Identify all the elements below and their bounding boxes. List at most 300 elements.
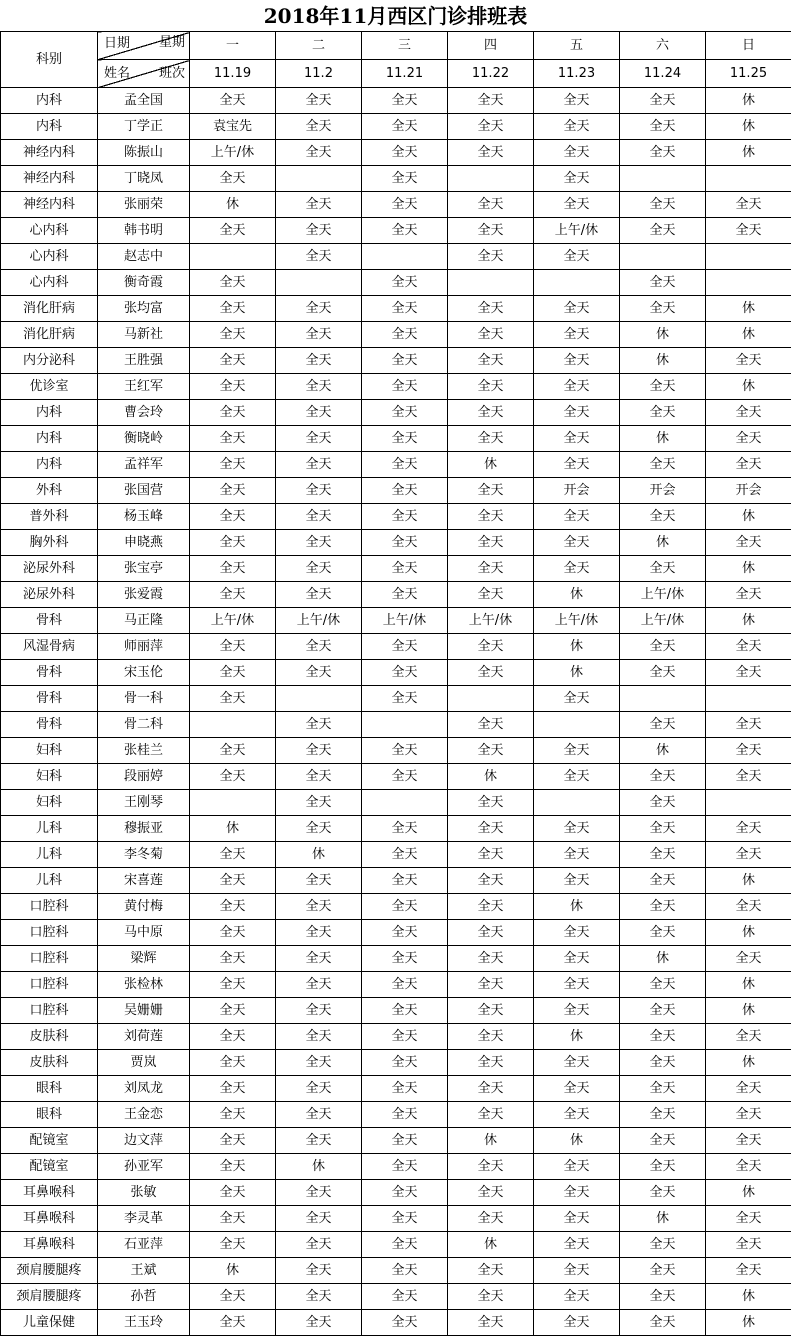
shift-cell: 全天	[190, 426, 276, 452]
table-row	[1, 790, 791, 816]
shift-cell: 全天	[276, 400, 362, 426]
shift-cell: 全天	[448, 296, 534, 322]
shift-cell: 全天	[706, 400, 791, 426]
shift-cell: 全天	[190, 270, 276, 296]
shift-cell: 全天	[276, 1310, 362, 1336]
shift-cell: 全天	[190, 1180, 276, 1206]
shift-cell: 全天	[534, 348, 620, 374]
table-row	[1, 1128, 791, 1154]
shift-cell: 全天	[534, 1102, 620, 1128]
table-row	[1, 452, 791, 478]
doctor-name-cell: 张国营	[98, 478, 190, 504]
date-label: 日期	[104, 36, 131, 51]
shift-cell: 全天	[190, 1128, 276, 1154]
shift-cell: 全天	[620, 712, 706, 738]
shift-cell: 全天	[362, 686, 448, 712]
dept-cell: 皮肤科	[1, 1024, 98, 1050]
doctor-name-cell: 韩书明	[98, 218, 190, 244]
shift-cell	[706, 244, 791, 270]
table-row	[1, 660, 791, 686]
shift-cell: 全天	[362, 1206, 448, 1232]
shift-cell: 全天	[190, 1024, 276, 1050]
shift-cell: 上午/休	[362, 608, 448, 634]
week-label: 星期	[158, 35, 185, 50]
shift-cell: 全天	[620, 790, 706, 816]
weekday-header: 一	[190, 32, 276, 60]
shift-cell: 全天	[620, 1050, 706, 1076]
shift-cell: 全天	[620, 452, 706, 478]
dept-cell: 神经内科	[1, 140, 98, 166]
shift-cell: 全天	[190, 1206, 276, 1232]
shift-cell: 全天	[276, 920, 362, 946]
shift-cell: 休	[706, 1310, 791, 1336]
shift-cell: 全天	[362, 1128, 448, 1154]
shift-cell: 全天	[448, 140, 534, 166]
shift-cell: 上午/休	[448, 608, 534, 634]
shift-cell: 全天	[448, 582, 534, 608]
shift-cell: 全天	[276, 634, 362, 660]
shift-cell: 休	[706, 296, 791, 322]
shift-cell: 全天	[448, 842, 534, 868]
shift-cell: 全天	[276, 114, 362, 140]
shift-cell: 全天	[276, 894, 362, 920]
shift-cell: 全天	[534, 114, 620, 140]
doctor-name-cell: 张敏	[98, 1180, 190, 1206]
shift-cell: 全天	[362, 1076, 448, 1102]
weekday-header: 六	[620, 32, 706, 60]
shift-cell: 全天	[448, 1310, 534, 1336]
weekday-header: 日	[706, 32, 791, 60]
shift-cell: 全天	[276, 478, 362, 504]
shift-cell: 全天	[362, 868, 448, 894]
shift-cell	[706, 270, 791, 296]
doctor-name-cell: 孟祥军	[98, 452, 190, 478]
shift-cell: 全天	[448, 660, 534, 686]
shift-cell: 全天	[276, 738, 362, 764]
dept-cell: 骨科	[1, 608, 98, 634]
shift-cell	[448, 270, 534, 296]
shift-cell: 全天	[620, 998, 706, 1024]
shift-cell: 全天	[362, 452, 448, 478]
doctor-name-cell: 丁学正	[98, 114, 190, 140]
shift-cell: 全天	[448, 426, 534, 452]
table-row	[1, 894, 791, 920]
shift-cell: 全天	[448, 374, 534, 400]
shift-cell	[362, 790, 448, 816]
table-row	[1, 634, 791, 660]
shift-cell: 全天	[534, 192, 620, 218]
dept-cell: 颈肩腰腿疼	[1, 1258, 98, 1284]
shift-cell: 开会	[620, 478, 706, 504]
shift-cell: 全天	[706, 1206, 791, 1232]
shift-cell: 全天	[448, 192, 534, 218]
shift-cell: 全天	[362, 1232, 448, 1258]
doctor-name-cell: 张丽荣	[98, 192, 190, 218]
shift-cell: 休	[706, 1050, 791, 1076]
dept-cell: 配镜室	[1, 1154, 98, 1180]
table-row	[1, 1154, 791, 1180]
table-row	[1, 1102, 791, 1128]
shift-cell: 全天	[276, 244, 362, 270]
shift-cell: 全天	[620, 1232, 706, 1258]
shift-cell: 全天	[448, 218, 534, 244]
shift-cell: 全天	[706, 192, 791, 218]
shift-cell: 全天	[448, 244, 534, 270]
shift-cell: 全天	[448, 1180, 534, 1206]
shift-cell: 全天	[190, 1284, 276, 1310]
shift-cell: 全天	[276, 1024, 362, 1050]
dept-cell: 口腔科	[1, 894, 98, 920]
shift-cell	[190, 790, 276, 816]
shift-cell: 全天	[276, 1076, 362, 1102]
shift-cell: 全天	[620, 868, 706, 894]
shift-cell: 全天	[448, 1206, 534, 1232]
table-row	[1, 270, 791, 296]
shift-label: 班次	[158, 66, 185, 81]
dept-cell: 神经内科	[1, 166, 98, 192]
doctor-name-cell: 孙亚军	[98, 1154, 190, 1180]
shift-cell: 全天	[190, 868, 276, 894]
shift-cell: 全天	[190, 218, 276, 244]
shift-cell: 休	[448, 452, 534, 478]
shift-cell: 全天	[448, 712, 534, 738]
shift-cell: 全天	[620, 504, 706, 530]
dept-cell: 配镜室	[1, 1128, 98, 1154]
shift-cell: 全天	[706, 452, 791, 478]
weekday-header: 四	[448, 32, 534, 60]
doctor-name-cell: 宋喜莲	[98, 868, 190, 894]
doctor-name-cell: 陈振山	[98, 140, 190, 166]
shift-cell: 休	[706, 868, 791, 894]
shift-cell: 全天	[448, 738, 534, 764]
doctor-name-cell: 王金恋	[98, 1102, 190, 1128]
shift-cell: 全天	[620, 114, 706, 140]
shift-cell: 全天	[534, 374, 620, 400]
shift-cell: 全天	[190, 88, 276, 114]
doctor-name-cell: 黄付梅	[98, 894, 190, 920]
shift-cell	[276, 270, 362, 296]
shift-cell: 全天	[362, 556, 448, 582]
shift-cell: 全天	[276, 348, 362, 374]
shift-cell: 休	[448, 1128, 534, 1154]
shift-cell: 全天	[448, 400, 534, 426]
table-row	[1, 1232, 791, 1258]
shift-cell: 全天	[448, 1050, 534, 1076]
date-header: 11.22	[448, 60, 534, 88]
shift-cell: 上午/休	[534, 608, 620, 634]
dept-cell: 消化肝病	[1, 322, 98, 348]
shift-cell: 全天	[534, 244, 620, 270]
shift-cell: 休	[706, 140, 791, 166]
doctor-name-cell: 王刚琴	[98, 790, 190, 816]
shift-cell: 全天	[706, 1024, 791, 1050]
shift-cell: 全天	[362, 1154, 448, 1180]
shift-cell: 全天	[190, 686, 276, 712]
shift-cell: 全天	[706, 1232, 791, 1258]
doctor-name-cell: 王胜强	[98, 348, 190, 374]
dept-cell: 骨科	[1, 660, 98, 686]
shift-cell	[534, 712, 620, 738]
table-row	[1, 972, 791, 998]
doctor-name-cell: 刘凤龙	[98, 1076, 190, 1102]
shift-cell: 全天	[190, 322, 276, 348]
shift-cell: 休	[706, 556, 791, 582]
dept-cell: 口腔科	[1, 920, 98, 946]
shift-cell: 全天	[706, 816, 791, 842]
dept-header: 科别	[1, 32, 98, 88]
table-row	[1, 920, 791, 946]
dept-cell: 口腔科	[1, 998, 98, 1024]
shift-cell: 全天	[448, 868, 534, 894]
shift-cell: 上午/休	[190, 140, 276, 166]
table-row	[1, 530, 791, 556]
shift-cell: 全天	[620, 920, 706, 946]
dept-cell: 儿科	[1, 842, 98, 868]
shift-cell: 全天	[362, 322, 448, 348]
shift-cell: 全天	[620, 140, 706, 166]
table-row	[1, 348, 791, 374]
shift-cell: 全天	[362, 1180, 448, 1206]
shift-cell	[620, 686, 706, 712]
shift-cell: 全天	[534, 1180, 620, 1206]
doctor-name-cell: 杨玉峰	[98, 504, 190, 530]
shift-cell	[276, 166, 362, 192]
shift-cell: 全天	[448, 920, 534, 946]
shift-cell: 全天	[534, 140, 620, 166]
shift-cell: 全天	[276, 660, 362, 686]
shift-cell: 全天	[534, 1050, 620, 1076]
table-row	[1, 608, 791, 634]
table-row	[1, 1258, 791, 1284]
table-row	[1, 868, 791, 894]
shift-cell: 上午/休	[534, 218, 620, 244]
dept-cell: 泌尿外科	[1, 556, 98, 582]
shift-cell: 全天	[534, 1310, 620, 1336]
shift-cell: 全天	[362, 764, 448, 790]
shift-cell: 全天	[620, 1154, 706, 1180]
doctor-name-cell: 骨一科	[98, 686, 190, 712]
shift-cell: 休	[534, 582, 620, 608]
date-header: 11.23	[534, 60, 620, 88]
shift-cell: 全天	[190, 1076, 276, 1102]
shift-cell: 上午/休	[620, 582, 706, 608]
shift-cell: 休	[620, 1206, 706, 1232]
shift-cell: 休	[706, 322, 791, 348]
shift-cell: 休	[448, 764, 534, 790]
shift-cell: 全天	[276, 1102, 362, 1128]
shift-cell: 全天	[620, 1128, 706, 1154]
shift-cell: 全天	[706, 894, 791, 920]
doctor-name-cell: 张爱霞	[98, 582, 190, 608]
shift-cell: 全天	[534, 816, 620, 842]
doctor-name-cell: 李冬菊	[98, 842, 190, 868]
shift-cell: 全天	[448, 946, 534, 972]
shift-cell: 休	[706, 998, 791, 1024]
shift-cell: 全天	[534, 1284, 620, 1310]
shift-cell: 休	[534, 634, 620, 660]
table-row	[1, 140, 791, 166]
shift-cell: 全天	[448, 816, 534, 842]
shift-cell: 全天	[620, 842, 706, 868]
dept-cell: 眼科	[1, 1076, 98, 1102]
dept-cell: 优诊室	[1, 374, 98, 400]
shift-cell: 全天	[534, 764, 620, 790]
shift-cell: 全天	[362, 816, 448, 842]
shift-cell: 全天	[362, 634, 448, 660]
shift-cell: 全天	[276, 946, 362, 972]
shift-cell: 全天	[706, 218, 791, 244]
shift-cell: 全天	[534, 738, 620, 764]
shift-cell: 全天	[362, 920, 448, 946]
dept-cell: 心内科	[1, 270, 98, 296]
table-row	[1, 842, 791, 868]
header-row-weekdays	[1, 32, 791, 60]
shift-cell: 全天	[706, 1128, 791, 1154]
shift-cell: 全天	[534, 504, 620, 530]
dept-cell: 妇科	[1, 764, 98, 790]
shift-cell: 全天	[362, 166, 448, 192]
table-row	[1, 1024, 791, 1050]
shift-cell	[620, 244, 706, 270]
doctor-name-cell: 贾岚	[98, 1050, 190, 1076]
dept-cell: 内科	[1, 426, 98, 452]
table-row	[1, 738, 791, 764]
shift-cell: 全天	[276, 790, 362, 816]
dept-cell: 泌尿外科	[1, 582, 98, 608]
shift-cell: 全天	[276, 218, 362, 244]
shift-cell: 全天	[448, 1102, 534, 1128]
doctor-name-cell: 张检林	[98, 972, 190, 998]
shift-cell: 全天	[706, 426, 791, 452]
doctor-name-cell: 孟全国	[98, 88, 190, 114]
shift-cell: 全天	[448, 998, 534, 1024]
shift-cell: 全天	[706, 946, 791, 972]
table-row	[1, 504, 791, 530]
doctor-name-cell: 穆振亚	[98, 816, 190, 842]
shift-cell: 全天	[706, 1076, 791, 1102]
dept-cell: 内科	[1, 452, 98, 478]
doctor-name-cell: 石亚萍	[98, 1232, 190, 1258]
doctor-name-cell: 张宝亭	[98, 556, 190, 582]
shift-cell: 全天	[534, 1076, 620, 1102]
shift-cell: 休	[190, 1258, 276, 1284]
shift-cell	[362, 244, 448, 270]
shift-cell: 全天	[362, 348, 448, 374]
doctor-name-cell: 段丽婷	[98, 764, 190, 790]
shift-cell: 全天	[706, 348, 791, 374]
shift-cell: 全天	[362, 998, 448, 1024]
shift-cell: 全天	[534, 322, 620, 348]
shift-cell: 全天	[448, 556, 534, 582]
shift-cell: 全天	[190, 582, 276, 608]
table-row	[1, 374, 791, 400]
shift-cell: 休	[620, 530, 706, 556]
dept-cell: 内科	[1, 400, 98, 426]
shift-cell: 全天	[362, 582, 448, 608]
table-row	[1, 1050, 791, 1076]
shift-cell: 全天	[534, 686, 620, 712]
shift-cell: 全天	[362, 478, 448, 504]
shift-cell: 全天	[706, 712, 791, 738]
shift-cell: 全天	[276, 1206, 362, 1232]
shift-cell: 全天	[362, 374, 448, 400]
header-row-dates	[1, 60, 791, 88]
shift-cell: 全天	[276, 712, 362, 738]
shift-cell: 全天	[620, 296, 706, 322]
shift-cell: 全天	[620, 374, 706, 400]
shift-cell: 全天	[362, 140, 448, 166]
shift-cell: 全天	[448, 1154, 534, 1180]
shift-cell: 全天	[706, 1258, 791, 1284]
shift-cell: 休	[534, 1024, 620, 1050]
dept-cell: 外科	[1, 478, 98, 504]
shift-cell: 全天	[190, 998, 276, 1024]
shift-cell: 全天	[362, 1024, 448, 1050]
shift-cell: 全天	[706, 1102, 791, 1128]
table-row	[1, 426, 791, 452]
shift-cell: 全天	[190, 894, 276, 920]
shift-cell: 全天	[620, 556, 706, 582]
dept-cell: 皮肤科	[1, 1050, 98, 1076]
table-row	[1, 166, 791, 192]
shift-cell: 全天	[706, 582, 791, 608]
shift-cell: 全天	[276, 868, 362, 894]
shift-cell: 休	[706, 88, 791, 114]
table-row	[1, 998, 791, 1024]
shift-cell: 全天	[448, 972, 534, 998]
shift-cell: 休	[620, 322, 706, 348]
dept-cell: 内分泌科	[1, 348, 98, 374]
doctor-name-cell: 宋玉伦	[98, 660, 190, 686]
shift-cell	[190, 712, 276, 738]
shift-cell: 全天	[190, 972, 276, 998]
doctor-name-cell: 王红军	[98, 374, 190, 400]
shift-cell	[534, 790, 620, 816]
shift-cell: 全天	[620, 1076, 706, 1102]
shift-cell: 全天	[448, 504, 534, 530]
shift-cell: 全天	[362, 946, 448, 972]
doctor-name-cell: 师丽萍	[98, 634, 190, 660]
shift-cell: 开会	[706, 478, 791, 504]
table-row	[1, 322, 791, 348]
shift-cell: 全天	[534, 868, 620, 894]
dept-cell: 颈肩腰腿疼	[1, 1284, 98, 1310]
shift-cell: 全天	[276, 816, 362, 842]
shift-cell	[534, 270, 620, 296]
shift-cell: 全天	[276, 426, 362, 452]
shift-cell: 全天	[276, 998, 362, 1024]
shift-cell: 全天	[448, 1024, 534, 1050]
shift-cell: 全天	[190, 1232, 276, 1258]
shift-cell: 全天	[448, 894, 534, 920]
table-row	[1, 582, 791, 608]
shift-cell: 全天	[706, 842, 791, 868]
doctor-name-cell: 王玉玲	[98, 1310, 190, 1336]
shift-cell: 全天	[448, 790, 534, 816]
shift-cell: 全天	[448, 1258, 534, 1284]
shift-cell: 全天	[706, 660, 791, 686]
dept-cell: 妇科	[1, 790, 98, 816]
shift-cell: 全天	[534, 920, 620, 946]
shift-cell: 全天	[190, 478, 276, 504]
dept-cell: 骨科	[1, 712, 98, 738]
shift-cell: 全天	[276, 88, 362, 114]
shift-cell: 全天	[362, 842, 448, 868]
shift-cell: 全天	[620, 972, 706, 998]
shift-cell: 休	[706, 1180, 791, 1206]
table-row	[1, 1180, 791, 1206]
shift-cell: 休	[534, 660, 620, 686]
